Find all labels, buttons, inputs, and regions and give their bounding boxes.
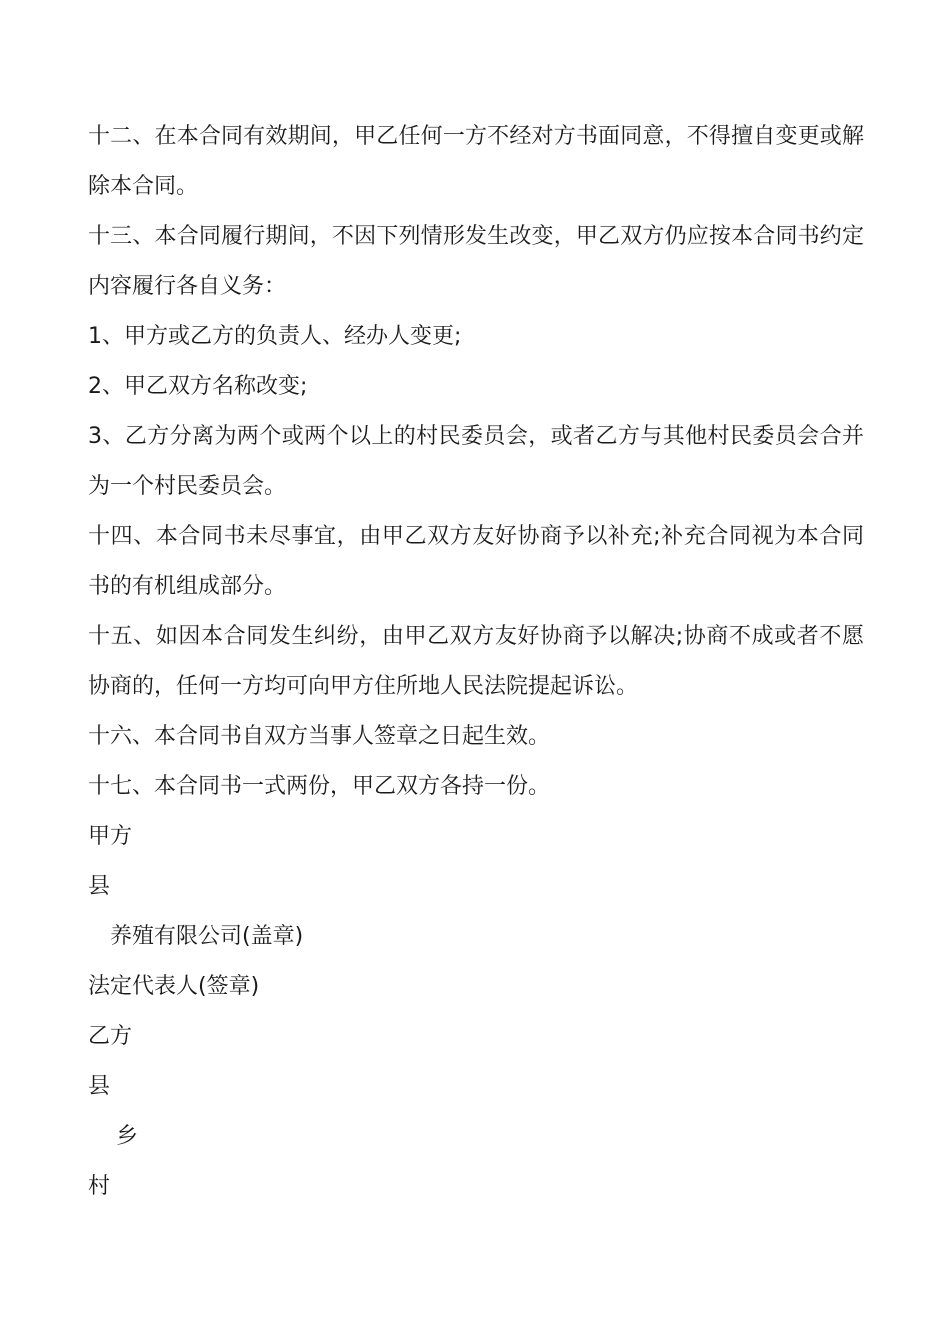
clause-13-item-3: 3、乙方分离为两个或两个以上的村民委员会，或者乙方与其他村民委员会合并为一个村民委员会。 (88, 424, 864, 499)
party-b-county: 县 (88, 1074, 111, 1099)
party-b-label: 乙方 (88, 1024, 133, 1049)
clause-13-item-2: 2、甲乙双方名称改变; (88, 374, 308, 399)
clause-17: 十七、本合同书一式两份，甲乙双方各持一份。 (88, 774, 551, 799)
clause-15: 十五、如因本合同发生纠纷，由甲乙双方友好协商予以解决;协商不成或者不愿协商的，任何一方均可向甲方住所地人民法院提起诉讼。 (88, 624, 864, 699)
clause-14: 十四、本合同书未尽事宜，由甲乙双方友好协商予以补充;补充合同视为本合同书的有机组成部分。 (88, 524, 864, 599)
party-a-label: 甲方 (88, 824, 133, 849)
document-body (88, 112, 864, 1212)
party-b-township: 乡 (116, 1124, 139, 1149)
party-a-county: 县 (88, 874, 111, 899)
party-a-representative: 法定代表人(签章) (88, 974, 260, 999)
party-b-village: 村 (88, 1174, 111, 1199)
clause-13: 十三、本合同履行期间，不因下列情形发生改变，甲乙双方仍应按本合同书约定内容履行各自义务： (88, 224, 864, 299)
clause-13-item-1: 1、甲方或乙方的负责人、经办人变更; (88, 324, 462, 349)
party-a-company: 养殖有限公司(盖章) (110, 924, 304, 949)
clause-16: 十六、本合同书自双方当事人签章之日起生效。 (88, 724, 551, 749)
clause-12: 十二、在本合同有效期间，甲乙任何一方不经对方书面同意，不得擅自变更或解除本合同。 (88, 124, 864, 199)
